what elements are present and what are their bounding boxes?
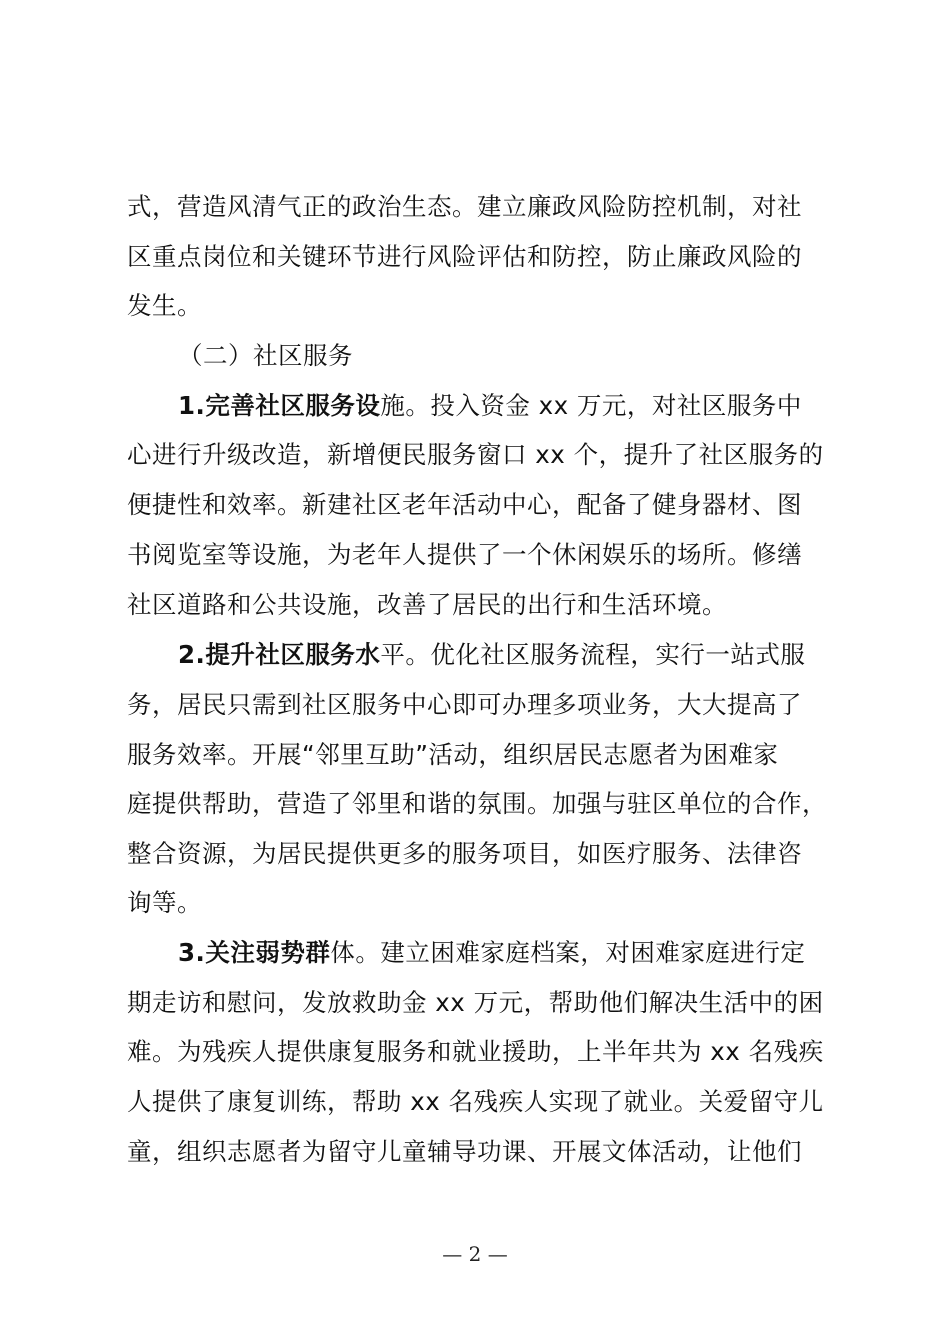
item-heading: 3.关注弱势群 (178, 938, 331, 967)
body-text-line: 整合资源，为居民提供更多的服务项目，如医疗服务、法律咨 (127, 839, 802, 868)
item-text: 施。投入资金 xx 万元，对社区服务中 (380, 391, 802, 420)
body-text-line: 书阅览室等设施，为老年人提供了一个休闲娱乐的场所。修缮 (127, 540, 802, 569)
body-text-line: 心进行升级改造，新增便民服务窗口 xx 个，提升了社区服务的 (127, 440, 824, 469)
body-text-line: 务，居民只需到社区服务中心即可办理多项业务，大大提高了 (127, 690, 802, 719)
body-text-line: 发生。 (127, 291, 202, 320)
body-text-line: 期走访和慰问，发放救助金 xx 万元，帮助他们解决生活中的困 (127, 988, 824, 1017)
section-heading-line: （二）社区服务 (178, 341, 353, 370)
body-text-line: 难。为残疾人提供康复服务和就业援助，上半年共为 xx 名残疾 (127, 1037, 824, 1066)
item-text: 平。优化社区服务流程，实行一站式服 (380, 640, 806, 669)
body-text-line: 人提供了康复训练，帮助 xx 名残疾人实现了就业。关爱留守儿 (127, 1087, 824, 1116)
body-text-line: 便捷性和效率。新建社区老年活动中心，配备了健身器材、图 (127, 490, 802, 519)
paragraph-heading-line (178, 936, 888, 970)
body-text-line: 询等。 (127, 888, 202, 917)
paragraph-heading-line (178, 389, 888, 423)
paragraph-heading-line (178, 638, 888, 672)
body-text-line: 区重点岗位和关键环节进行风险评估和防控，防止廉政风险的 (127, 242, 802, 271)
item-heading: 1.完善社区服务设 (178, 391, 381, 420)
body-text-line: 庭提供帮助，营造了邻里和谐的氛围。加强与驻区单位的合作， (127, 789, 827, 818)
body-text-line: 服务效率。开展“邻里互助”活动，组织居民志愿者为困难家 (127, 740, 779, 769)
page-number: — 2 — (442, 1242, 508, 1266)
item-heading: 2.提升社区服务水 (178, 640, 381, 669)
body-text-line: 社区道路和公共设施，改善了居民的出行和生活环境。 (127, 590, 727, 619)
body-text-line: 式，营造风清气正的政治生态。建立廉政风险防控机制，对社 (127, 192, 802, 221)
item-text: 体。建立困难家庭档案，对困难家庭进行定 (330, 938, 806, 967)
body-text-line: 童，组织志愿者为留守儿童辅导功课、开展文体活动，让他们 (127, 1137, 802, 1166)
